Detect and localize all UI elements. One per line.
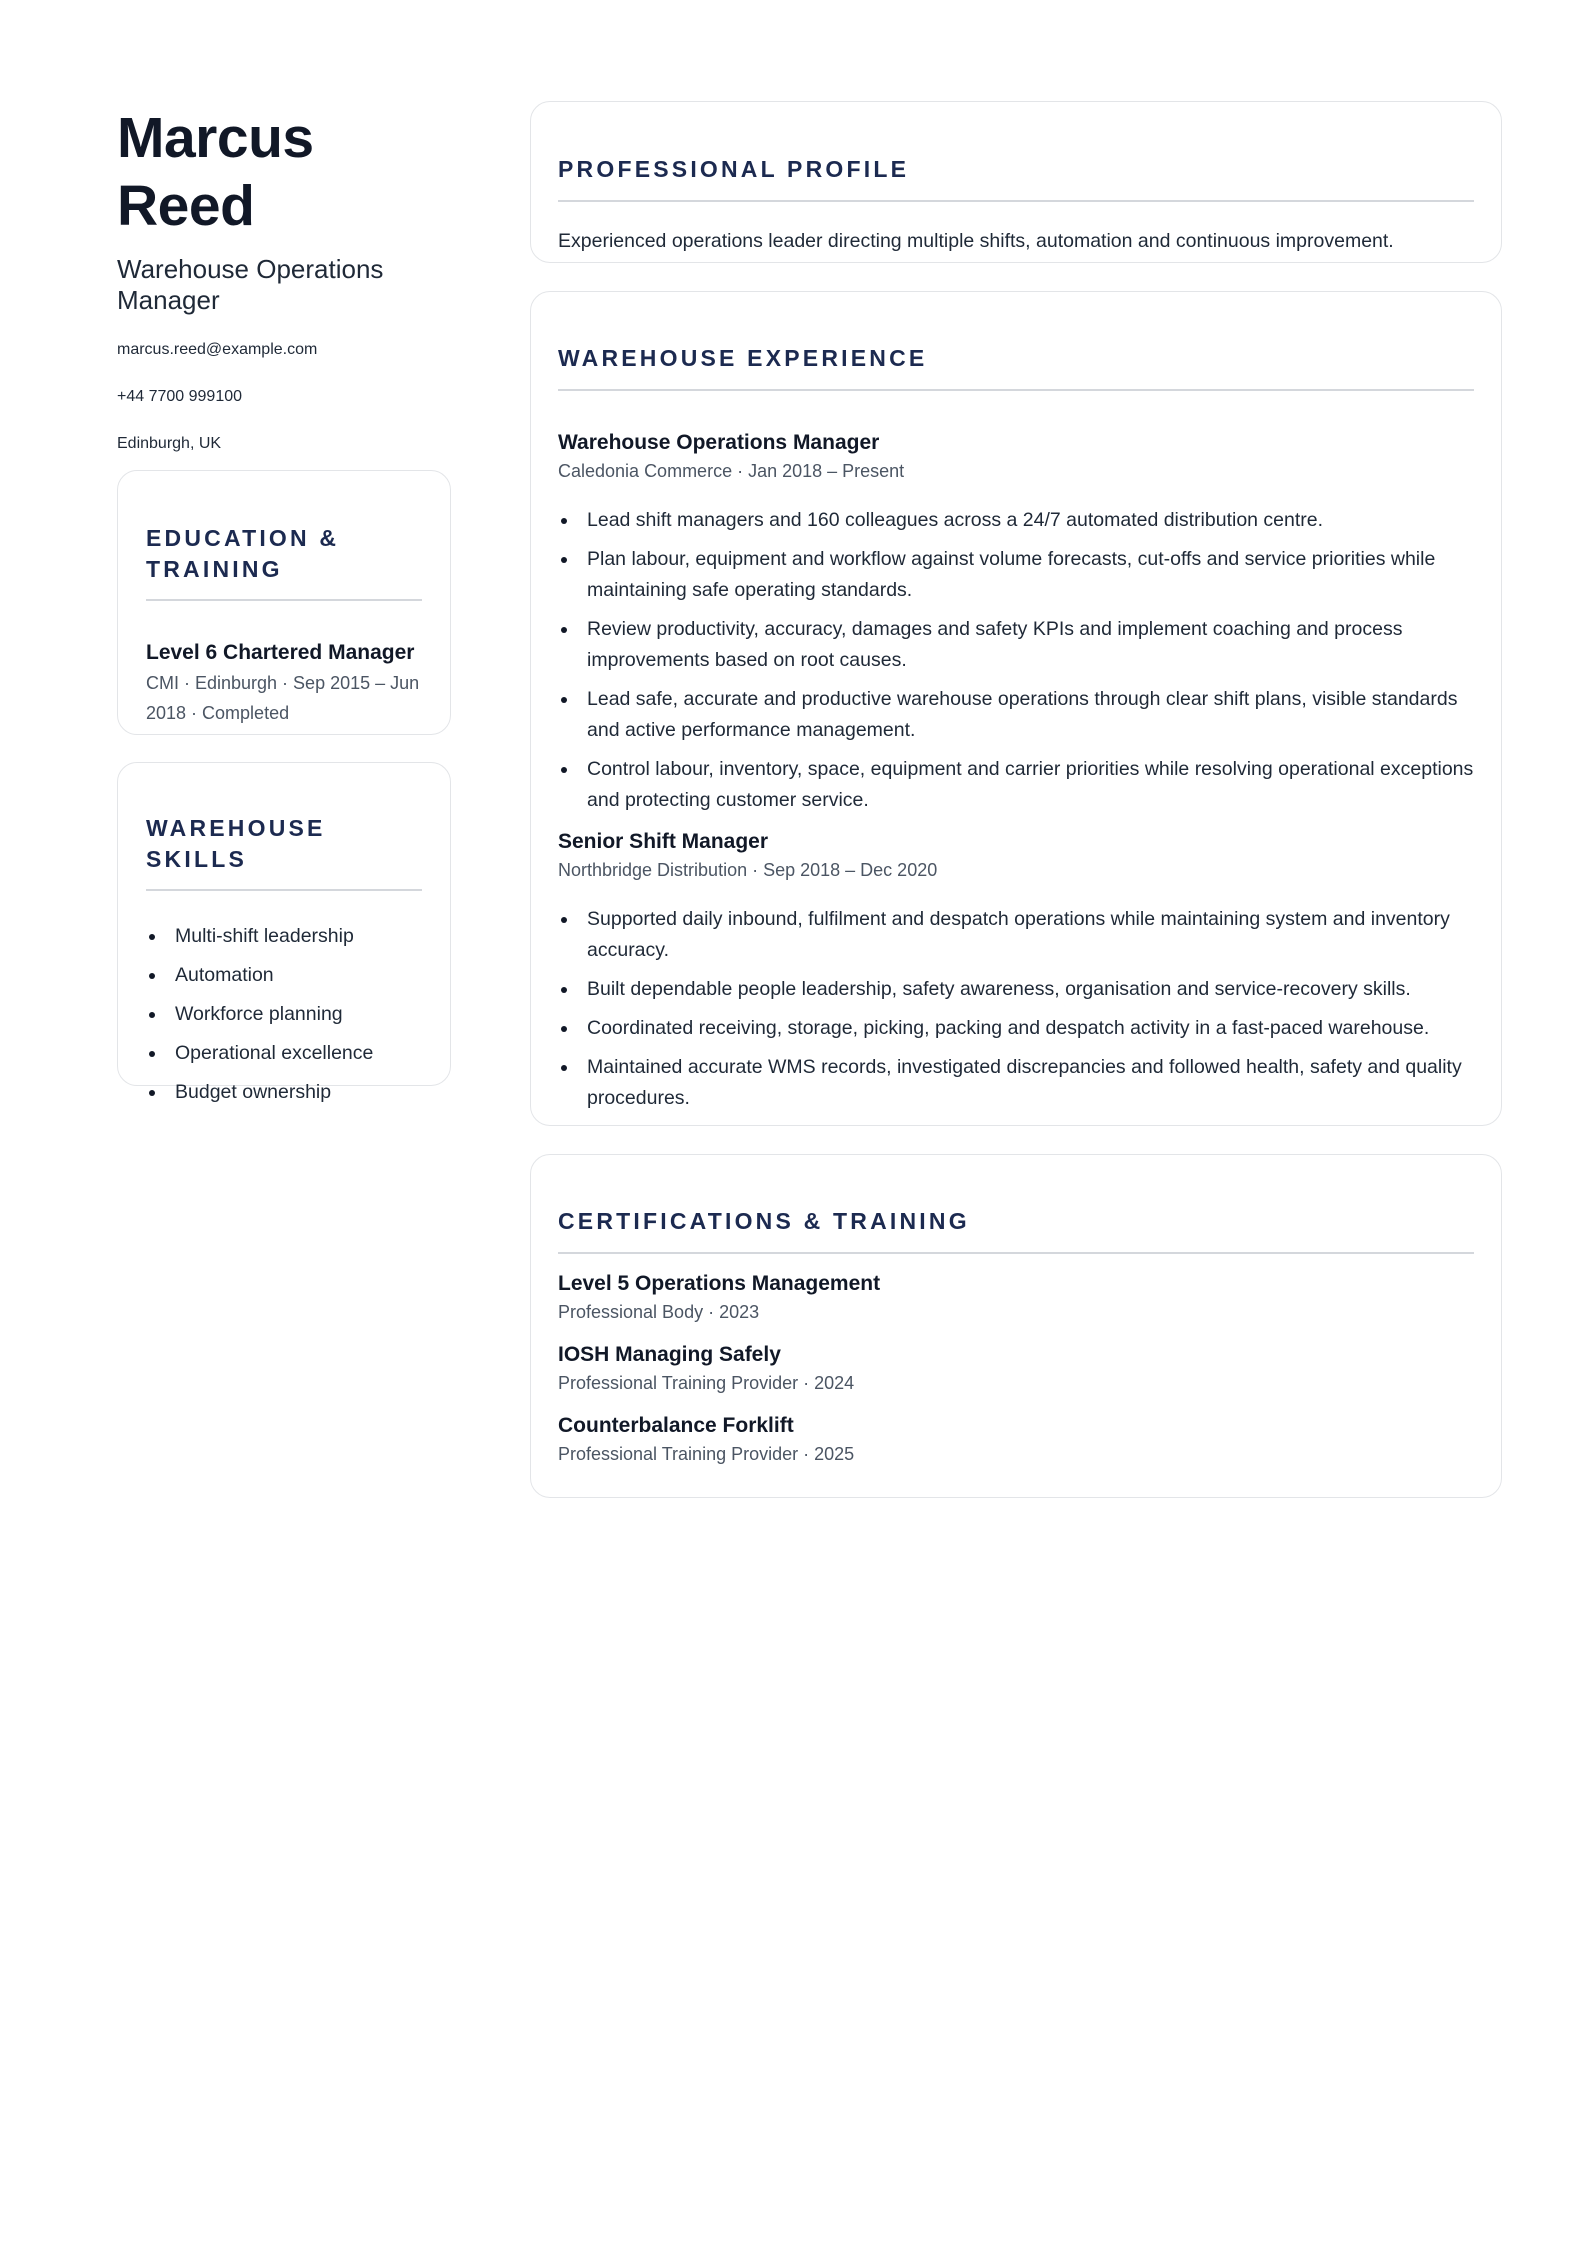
certification-item	[558, 1412, 1474, 1469]
candidate-name: Marcus Reed	[117, 106, 314, 238]
list-item: Built dependable people leadership, safety awareness, organisation and service-recovery skills.	[558, 974, 1474, 1005]
section-heading: CERTIFICATIONS & TRAINING	[558, 1208, 970, 1234]
profile-text: Experienced operations leader directing multiple shifts, automation and continuous improvement.	[558, 230, 1394, 252]
list-item: Maintained accurate WMS records, investigated discrepancies and followed health, safety and quality procedures.	[558, 1052, 1474, 1114]
section-heading: WAREHOUSE EXPERIENCE	[558, 345, 928, 371]
cert-meta: Professional Training Provider · 2025	[558, 1444, 855, 1464]
job-entry	[558, 429, 1474, 816]
list-item: Coordinated receiving, storage, picking, packing and despatch activity in a fast-paced warehouse.	[558, 1013, 1474, 1044]
list-item: Operational excellence	[146, 1038, 422, 1069]
certification-item	[558, 1270, 1474, 1327]
job-bullets	[558, 505, 1474, 816]
cert-meta: Professional Body · 2023	[558, 1302, 760, 1322]
item-title: Level 6 Chartered Manager	[146, 641, 415, 664]
divider	[558, 389, 1474, 391]
education-item	[146, 639, 422, 728]
certification-item	[558, 1341, 1474, 1398]
job-title: Warehouse Operations Manager	[558, 431, 880, 454]
section-heading: WAREHOUSE SKILLS	[146, 815, 326, 872]
cert-title: Level 5 Operations Management	[558, 1272, 881, 1295]
divider	[146, 889, 422, 891]
location: Edinburgh, UK	[117, 435, 222, 452]
experience-card	[530, 291, 1502, 1126]
list-item: Lead shift managers and 160 colleagues across a 24/7 automated distribution centre.	[558, 505, 1474, 536]
divider	[558, 1252, 1474, 1254]
cert-meta: Professional Training Provider · 2024	[558, 1373, 855, 1393]
list-item: Control labour, inventory, space, equipment and carrier priorities while resolving operational exceptions and protecting customer service.	[558, 754, 1474, 816]
job-title: Senior Shift Manager	[558, 830, 769, 853]
list-item: Workforce planning	[146, 999, 422, 1030]
skills-card	[117, 762, 451, 1103]
email[interactable]: marcus.reed@example.com	[117, 341, 318, 358]
list-item: Plan labour, equipment and workflow against volume forecasts, cut-offs and service priorities while maintaining safe operating standards.	[558, 544, 1474, 606]
divider	[558, 200, 1474, 202]
list-item: Budget ownership	[146, 1077, 422, 1108]
education-card	[117, 470, 451, 735]
list-item: Automation	[146, 960, 422, 991]
job-meta: Caledonia Commerce · Jan 2018 – Present	[558, 461, 905, 481]
job-title: Warehouse Operations Manager	[117, 254, 384, 315]
phone[interactable]: +44 7700 999100	[117, 388, 243, 405]
job-meta: Northbridge Distribution · Sep 2018 – Dec 2020	[558, 860, 938, 880]
cert-title: Counterbalance Forklift	[558, 1414, 794, 1437]
section-heading: PROFESSIONAL PROFILE	[558, 156, 910, 182]
list-item: Supported daily inbound, fulfilment and despatch operations while maintaining system and inventory accuracy.	[558, 904, 1474, 966]
job-entry	[558, 828, 1474, 1114]
job-bullets	[558, 904, 1474, 1114]
list-item: Lead safe, accurate and productive warehouse operations through clear shift plans, visible standards and active performance management.	[558, 684, 1474, 746]
certifications-card	[530, 1154, 1502, 1498]
list-item: Review productivity, accuracy, damages and safety KPIs and implement coaching and process improvements based on root causes.	[558, 614, 1474, 676]
contact-info	[117, 340, 451, 454]
skills-list	[146, 921, 422, 1108]
sidebar	[117, 104, 451, 481]
divider	[146, 599, 422, 601]
item-meta: CMI · Edinburgh · Sep 2015 – Jun 2018 · Completed	[146, 673, 420, 723]
cert-title: IOSH Managing Safely	[558, 1343, 781, 1366]
section-heading: EDUCATION & TRAINING	[146, 525, 340, 582]
profile-card	[530, 101, 1502, 263]
list-item: Multi-shift leadership	[146, 921, 422, 952]
